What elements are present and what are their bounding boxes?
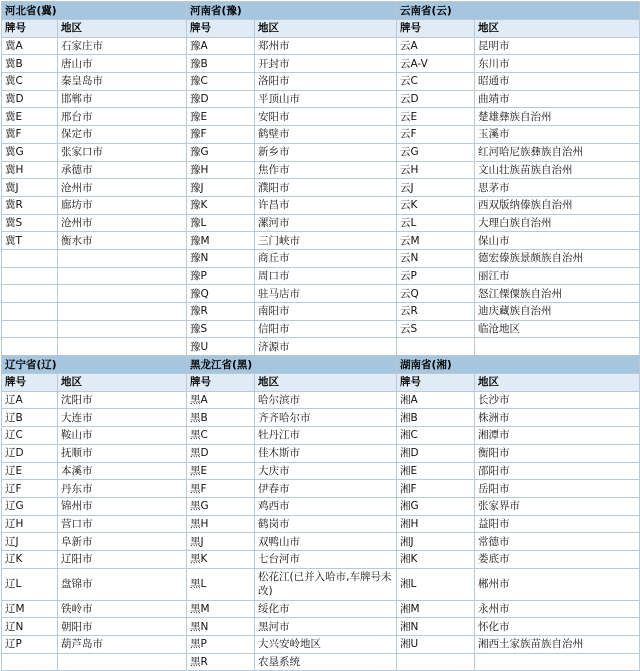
plate-code-cell: 黑P: [187, 636, 255, 654]
plate-code-cell: 豫U: [187, 338, 255, 356]
region-cell: 常德市: [475, 533, 640, 551]
table-row: [2, 391, 640, 409]
plate-code-cell: [2, 285, 58, 303]
table-row: [2, 480, 640, 498]
table-row: [2, 303, 640, 321]
region-cell: 三门峡市: [255, 232, 397, 250]
plate-code-cell: 豫R: [187, 303, 255, 321]
plate-code-cell: 云L: [397, 214, 475, 232]
table-row: [2, 409, 640, 427]
plate-code-cell: [2, 303, 58, 321]
region-cell: 岳阳市: [475, 480, 640, 498]
plate-code-cell: 冀J: [2, 179, 58, 197]
region-cell: 鹤岗市: [255, 515, 397, 533]
region-cell: 铁岭市: [58, 600, 187, 618]
region-cell: 信阳市: [255, 320, 397, 338]
table-row: [2, 444, 640, 462]
region-cell: 廊坊市: [58, 196, 187, 214]
plate-code-cell: 云J: [397, 179, 475, 197]
plate-code-cell: 云N: [397, 249, 475, 267]
region-cell: [58, 267, 187, 285]
region-cell: 唐山市: [58, 55, 187, 73]
region-cell: 湘西土家族苗族自治州: [475, 636, 640, 654]
plate-code-cell: 冀E: [2, 108, 58, 126]
region-cell: 昆明市: [475, 37, 640, 55]
table-row: [2, 55, 640, 73]
region-cell: 营口市: [58, 515, 187, 533]
table-row: [2, 249, 640, 267]
region-cell: 盘锦市: [58, 568, 187, 600]
plate-code-cell: 冀B: [2, 55, 58, 73]
region-cell: 绥化市: [255, 600, 397, 618]
table-row: [2, 462, 640, 480]
plate-code-cell: 湘K: [397, 550, 475, 568]
plate-code-cell: 黑E: [187, 462, 255, 480]
plate-code-cell: 豫M: [187, 232, 255, 250]
region-cell: 安阳市: [255, 108, 397, 126]
region-cell: 双鸭山市: [255, 533, 397, 551]
region-cell: 怒江傈僳族自治州: [475, 285, 640, 303]
plate-code-cell: 云Q: [397, 285, 475, 303]
plate-code-cell: 豫J: [187, 179, 255, 197]
plate-code-cell: 黑B: [187, 409, 255, 427]
plate-code-cell: 黑G: [187, 497, 255, 515]
plate-code-cell: 黑A: [187, 391, 255, 409]
province-title: 云南省(云): [397, 2, 640, 20]
plate-code-cell: 豫S: [187, 320, 255, 338]
column-header-plate: 牌号: [2, 20, 58, 38]
plate-code-cell: 湘J: [397, 533, 475, 551]
plate-code-cell: 豫K: [187, 196, 255, 214]
region-cell: 大庆市: [255, 462, 397, 480]
plate-code-cell: 湘N: [397, 618, 475, 636]
region-cell: 佳木斯市: [255, 444, 397, 462]
region-cell: 郴州市: [475, 568, 640, 600]
table-row: [2, 285, 640, 303]
plate-code-cell: [2, 267, 58, 285]
plate-code-cell: 湘G: [397, 497, 475, 515]
plate-code-cell: 湘L: [397, 568, 475, 600]
plate-code-cell: 黑F: [187, 480, 255, 498]
plate-code-cell: 豫H: [187, 161, 255, 179]
plate-table-body: [2, 2, 640, 671]
region-cell: 抚顺市: [58, 444, 187, 462]
region-cell: 锦州市: [58, 497, 187, 515]
plate-code-cell: 冀R: [2, 196, 58, 214]
plate-code-cell: 辽N: [2, 618, 58, 636]
plate-code-cell: [2, 320, 58, 338]
plate-code-cell: 湘M: [397, 600, 475, 618]
plate-code-cell: 云K: [397, 196, 475, 214]
region-cell: 牡丹江市: [255, 427, 397, 445]
column-header-area: 地区: [255, 20, 397, 38]
plate-code-cell: 辽K: [2, 550, 58, 568]
table-row: [2, 533, 640, 551]
region-cell: 德宏傣族景颇族自治州: [475, 249, 640, 267]
region-cell: 玉溪市: [475, 126, 640, 144]
region-cell: 朝阳市: [58, 618, 187, 636]
region-cell: 邢台市: [58, 108, 187, 126]
plate-code-cell: 辽J: [2, 533, 58, 551]
region-cell: 东川市: [475, 55, 640, 73]
region-cell: [58, 249, 187, 267]
plate-code-cell: 豫E: [187, 108, 255, 126]
plate-code-cell: 湘F: [397, 480, 475, 498]
plate-code-cell: 云M: [397, 232, 475, 250]
region-cell: 鸡西市: [255, 497, 397, 515]
region-cell: 七台河市: [255, 550, 397, 568]
region-cell: 秦皇岛市: [58, 73, 187, 91]
plate-code-cell: 冀S: [2, 214, 58, 232]
plate-code-cell: 云S: [397, 320, 475, 338]
region-cell: 西双版纳傣族自治州: [475, 196, 640, 214]
table-row: [2, 73, 640, 91]
table-row: [2, 108, 640, 126]
province-title: 河南省(豫): [187, 2, 397, 20]
region-cell: 商丘市: [255, 249, 397, 267]
region-cell: 新乡市: [255, 143, 397, 161]
plate-table: [1, 1, 640, 671]
region-cell: 张家口市: [58, 143, 187, 161]
region-cell: 衡水市: [58, 232, 187, 250]
plate-code-cell: 云R: [397, 303, 475, 321]
region-cell: 驻马店市: [255, 285, 397, 303]
table-row: [2, 161, 640, 179]
region-cell: 辽阳市: [58, 550, 187, 568]
plate-code-cell: 云H: [397, 161, 475, 179]
region-cell: 大理白族自治州: [475, 214, 640, 232]
plate-code-cell: 豫F: [187, 126, 255, 144]
plate-code-cell: 豫C: [187, 73, 255, 91]
region-cell: 郑州市: [255, 37, 397, 55]
plate-code-cell: 云A: [397, 37, 475, 55]
region-cell: 益阳市: [475, 515, 640, 533]
region-cell: [58, 303, 187, 321]
region-cell: 松花江(已并入哈市,车牌号未改): [255, 568, 397, 600]
region-cell: 永州市: [475, 600, 640, 618]
plate-code-cell: 黑H: [187, 515, 255, 533]
plate-code-cell: 云F: [397, 126, 475, 144]
plate-code-cell: 湘C: [397, 427, 475, 445]
region-cell: 阜新市: [58, 533, 187, 551]
region-cell: 邵阳市: [475, 462, 640, 480]
plate-code-cell: 辽A: [2, 391, 58, 409]
plate-code-cell: 黑L: [187, 568, 255, 600]
region-cell: 哈尔滨市: [255, 391, 397, 409]
plate-code-cell: 辽L: [2, 568, 58, 600]
table-row: [2, 320, 640, 338]
plate-code-cell: 辽P: [2, 636, 58, 654]
plate-code-cell: 湘E: [397, 462, 475, 480]
region-cell: 保山市: [475, 232, 640, 250]
plate-code-cell: 冀C: [2, 73, 58, 91]
table-row: [2, 90, 640, 108]
plate-code-cell: 冀H: [2, 161, 58, 179]
region-cell: 张家界市: [475, 497, 640, 515]
table-row: [2, 126, 640, 144]
plate-code-cell: 黑K: [187, 550, 255, 568]
column-header-plate: 牌号: [397, 20, 475, 38]
plate-code-cell: 黑R: [187, 653, 255, 671]
table-row: [2, 600, 640, 618]
plate-code-cell: 黑C: [187, 427, 255, 445]
region-cell: 迪庆藏族自治州: [475, 303, 640, 321]
region-cell: 昭通市: [475, 73, 640, 91]
plate-code-cell: 辽H: [2, 515, 58, 533]
plate-code-cell: 冀D: [2, 90, 58, 108]
region-cell: 楚雄彝族自治州: [475, 108, 640, 126]
plate-code-cell: [2, 338, 58, 356]
plate-code-cell: 黑J: [187, 533, 255, 551]
region-cell: 平顶山市: [255, 90, 397, 108]
plate-code-cell: 湘U: [397, 636, 475, 654]
plate-code-cell: 辽E: [2, 462, 58, 480]
region-cell: 大兴安岭地区: [255, 636, 397, 654]
province-header-row: [2, 2, 640, 20]
region-cell: 长沙市: [475, 391, 640, 409]
plate-code-cell: 湘B: [397, 409, 475, 427]
province-title: 黑龙江省(黑): [187, 356, 397, 374]
column-header-plate: 牌号: [187, 374, 255, 392]
table-row: [2, 37, 640, 55]
column-header-area: 地区: [475, 20, 640, 38]
region-cell: 娄底市: [475, 550, 640, 568]
region-cell: 株洲市: [475, 409, 640, 427]
table-row: [2, 568, 640, 600]
plate-code-cell: 冀T: [2, 232, 58, 250]
province-title: 湖南省(湘): [397, 356, 640, 374]
plate-code-cell: [397, 338, 475, 356]
region-cell: 周口市: [255, 267, 397, 285]
plate-code-cell: 豫D: [187, 90, 255, 108]
plate-code-cell: 辽G: [2, 497, 58, 515]
region-cell: 濮阳市: [255, 179, 397, 197]
plate-code-cell: 黑N: [187, 618, 255, 636]
province-header-row: [2, 356, 640, 374]
table-row: [2, 515, 640, 533]
plate-code-cell: 辽D: [2, 444, 58, 462]
table-row: [2, 214, 640, 232]
plate-code-cell: 豫Q: [187, 285, 255, 303]
plate-code-cell: 豫A: [187, 37, 255, 55]
table-row: [2, 618, 640, 636]
region-cell: [475, 338, 640, 356]
column-header-plate: 牌号: [2, 374, 58, 392]
table-row: [2, 338, 640, 356]
plate-code-cell: 辽B: [2, 409, 58, 427]
region-cell: 焦作市: [255, 161, 397, 179]
plate-code-cell: [2, 249, 58, 267]
region-cell: [58, 285, 187, 303]
region-cell: 黑河市: [255, 618, 397, 636]
column-header-row: [2, 20, 640, 38]
plate-code-cell: 云D: [397, 90, 475, 108]
plate-code-cell: 云C: [397, 73, 475, 91]
plate-code-cell: 云G: [397, 143, 475, 161]
region-cell: [58, 320, 187, 338]
table-row: [2, 196, 640, 214]
table-row: [2, 267, 640, 285]
region-cell: 开封市: [255, 55, 397, 73]
province-title: 辽宁省(辽): [2, 356, 187, 374]
region-cell: 齐齐哈尔市: [255, 409, 397, 427]
region-cell: 丽江市: [475, 267, 640, 285]
region-cell: 曲靖市: [475, 90, 640, 108]
table-row: [2, 550, 640, 568]
column-header-area: 地区: [475, 374, 640, 392]
region-cell: 临沧地区: [475, 320, 640, 338]
region-cell: 石家庄市: [58, 37, 187, 55]
plate-code-cell: 黑M: [187, 600, 255, 618]
region-cell: 怀化市: [475, 618, 640, 636]
region-cell: 思茅市: [475, 179, 640, 197]
region-cell: 漯河市: [255, 214, 397, 232]
plate-code-cell: 豫L: [187, 214, 255, 232]
region-cell: 农垦系统: [255, 653, 397, 671]
plate-code-cell: 冀A: [2, 37, 58, 55]
region-cell: 葫芦岛市: [58, 636, 187, 654]
region-cell: 南阳市: [255, 303, 397, 321]
table-row: [2, 143, 640, 161]
plate-code-cell: 豫P: [187, 267, 255, 285]
table-row: [2, 427, 640, 445]
region-cell: 伊春市: [255, 480, 397, 498]
region-cell: 洛阳市: [255, 73, 397, 91]
region-cell: 文山壮族苗族自治州: [475, 161, 640, 179]
region-cell: 沧州市: [58, 214, 187, 232]
region-cell: 保定市: [58, 126, 187, 144]
table-row: [2, 497, 640, 515]
region-cell: 湘潭市: [475, 427, 640, 445]
region-cell: 丹东市: [58, 480, 187, 498]
plate-code-cell: 冀F: [2, 126, 58, 144]
plate-code-cell: 云E: [397, 108, 475, 126]
region-cell: 沈阳市: [58, 391, 187, 409]
column-header-row: [2, 374, 640, 392]
region-cell: 本溪市: [58, 462, 187, 480]
region-cell: 许昌市: [255, 196, 397, 214]
region-cell: 济源市: [255, 338, 397, 356]
region-cell: 邯郸市: [58, 90, 187, 108]
column-header-area: 地区: [255, 374, 397, 392]
table-row: [2, 179, 640, 197]
region-cell: 鹤壁市: [255, 126, 397, 144]
plate-code-cell: 豫G: [187, 143, 255, 161]
column-header-area: 地区: [58, 20, 187, 38]
plate-code-cell: 冀G: [2, 143, 58, 161]
plate-code-cell: 豫N: [187, 249, 255, 267]
column-header-plate: 牌号: [187, 20, 255, 38]
plate-code-cell: 云P: [397, 267, 475, 285]
column-header-plate: 牌号: [397, 374, 475, 392]
region-cell: 衡阳市: [475, 444, 640, 462]
region-cell: 红河哈尼族彝族自治州: [475, 143, 640, 161]
table-row: [2, 232, 640, 250]
region-cell: 大连市: [58, 409, 187, 427]
plate-code-cell: 辽C: [2, 427, 58, 445]
plate-code-cell: 云A-V: [397, 55, 475, 73]
column-header-area: 地区: [58, 374, 187, 392]
region-cell: 沧州市: [58, 179, 187, 197]
region-cell: 鞍山市: [58, 427, 187, 445]
plate-code-cell: 湘D: [397, 444, 475, 462]
plate-code-cell: 黑D: [187, 444, 255, 462]
region-cell: 承德市: [58, 161, 187, 179]
plate-code-cell: 湘A: [397, 391, 475, 409]
region-cell: [58, 338, 187, 356]
table-row: [2, 636, 640, 654]
plate-code-cell: 辽M: [2, 600, 58, 618]
plate-code-cell: 湘H: [397, 515, 475, 533]
plate-code-cell: 豫B: [187, 55, 255, 73]
plate-code-cell: 辽F: [2, 480, 58, 498]
province-title: 河北省(冀): [2, 2, 187, 20]
